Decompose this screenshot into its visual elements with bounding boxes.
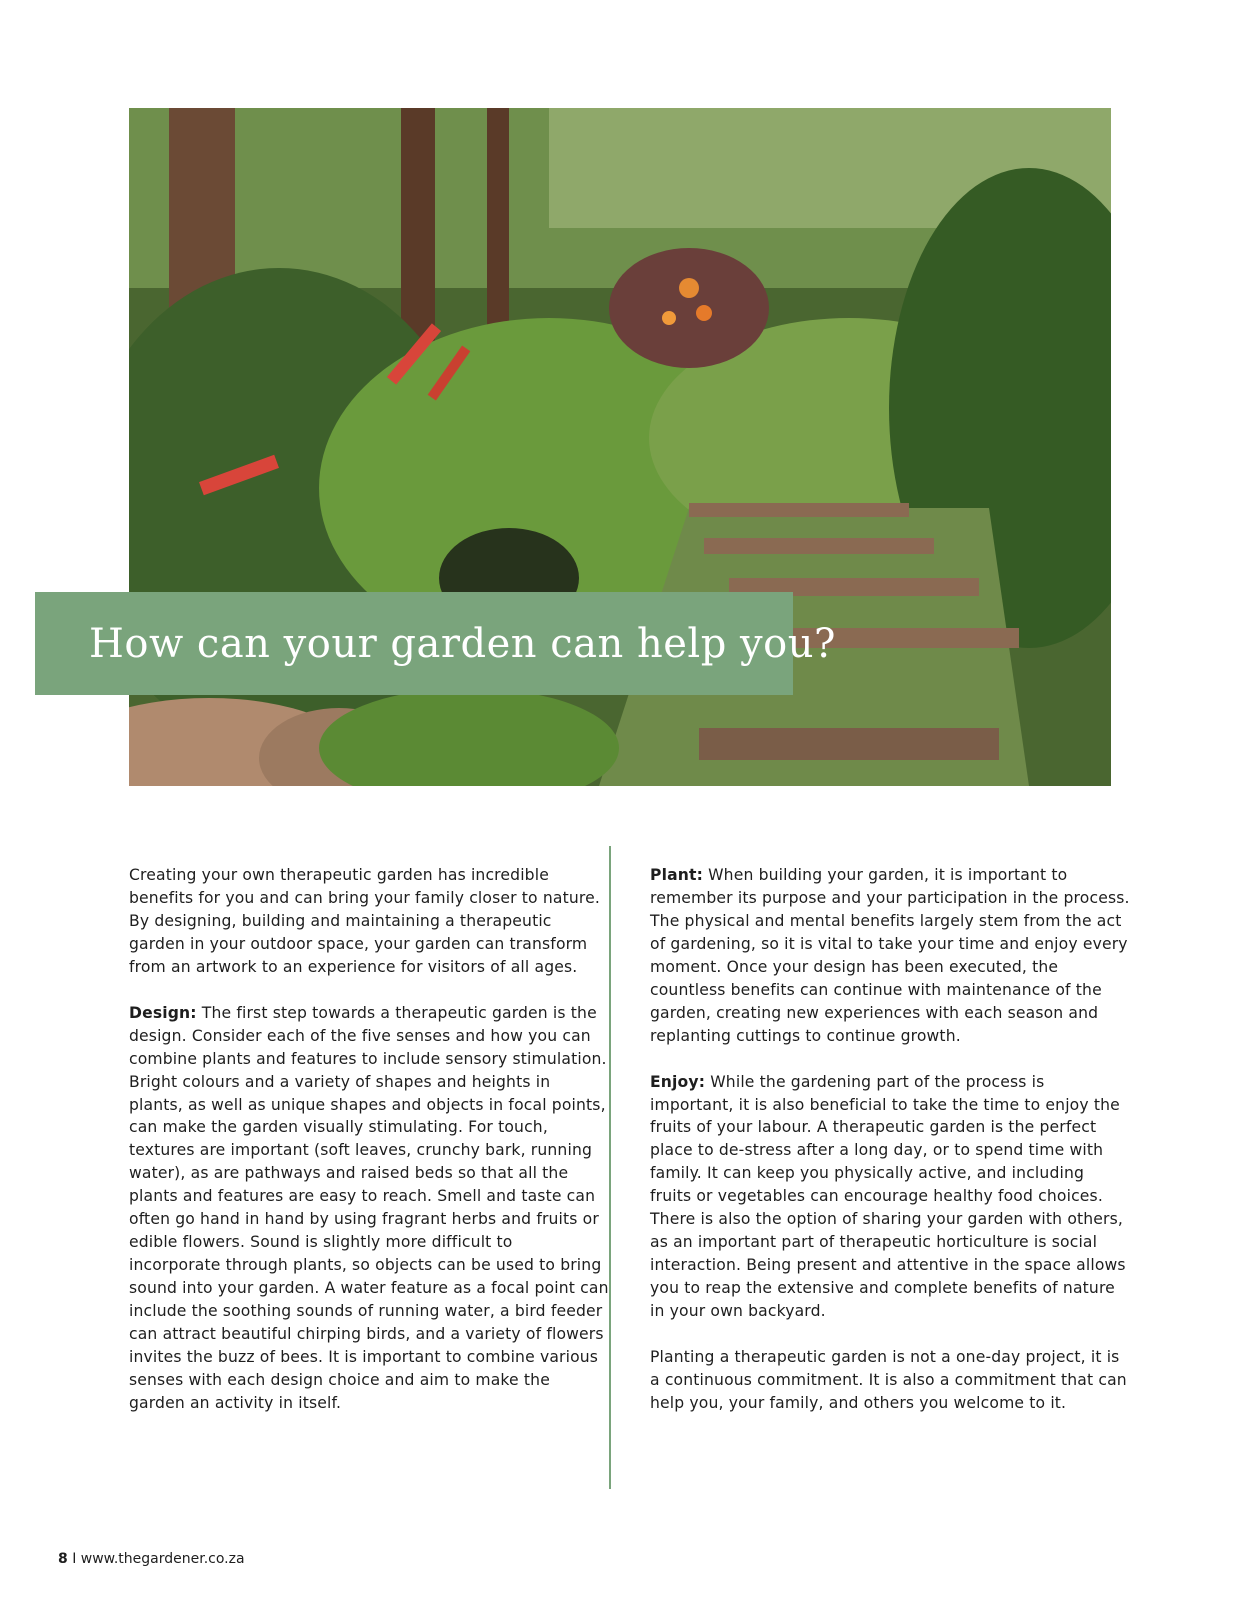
enjoy-label: Enjoy: bbox=[650, 1072, 706, 1091]
plant-paragraph bbox=[650, 864, 1130, 1048]
footer-url[interactable]: www.thegardener.co.za bbox=[80, 1551, 245, 1567]
column-divider bbox=[609, 846, 611, 1489]
enjoy-text: While the gardening part of the process is important, it is also beneficial to take the time to enjoy the fruits of your labour. A therapeutic garden is the perfect place to de-stress after a long day, or to spend time with family. It can keep you physically active, and including fruits or vegetables can encourage healthy food choices. There is also the option of sharing your garden with others, as an important part of therapeutic horticulture is social interaction. Being present and attentive in the space allows you to reap the extensive and complete benefits of nature in your own backyard. bbox=[650, 1072, 1126, 1321]
footer-separator: I bbox=[67, 1551, 81, 1567]
plant-text: When building your garden, it is important to remember its purpose and your participation in the process. The physical and mental benefits largely stem from the act of gardening, so it is vital to take your time and enjoy every moment. Once your design has been executed, the countless benefits can continue with maintenance of the garden, creating new experiences with each season and replanting cuttings to continue growth. bbox=[650, 866, 1130, 1045]
right-column bbox=[650, 864, 1130, 1438]
intro-paragraph: Creating your own therapeutic garden has incredible benefits for you and can bring your family closer to nature. By designing, building and maintaining a therapeutic garden in your outdoor space, your garden can transform from an artwork to an experience for visitors of all ages. bbox=[129, 866, 600, 976]
enjoy-paragraph bbox=[650, 1071, 1130, 1323]
page-title: How can your garden can help you? bbox=[89, 620, 836, 667]
design-label: Design: bbox=[129, 1003, 197, 1022]
page-number: 8 bbox=[58, 1551, 68, 1567]
plant-label: Plant: bbox=[650, 866, 703, 884]
design-text: The first step towards a therapeutic garden is the design. Consider each of the five senses and how you can combine plants and features to include sensory stimulation. Bright colours and a variety of shapes and heights in plants, as well as unique shapes and objects in focal points, can make the garden visually stimulating. For touch, textures are important (soft leaves, crunchy bark, running water), as are pathways and raised beds so that all the plants and features are easy to reach. Smell and taste can often go hand in hand by using fragrant herbs and fruits or edible flowers. Sound is slightly more difficult to incorporate through plants, so objects can be used to bring sound into your garden. A water feature as a focal point can include the soothing sounds of running water, a bird feeder can attract beautiful chirping birds, and a variety of flowers invites the buzz of bees. It is important to combine various senses with each design choice and aim to make the garden an activity in itself. bbox=[129, 1003, 609, 1412]
title-banner bbox=[35, 592, 836, 695]
closing-paragraph: Planting a therapeutic garden is not a one-day project, it is a continuous commitment. It is also a commitment that can help you, your family, and others you welcome to it. bbox=[650, 1347, 1127, 1412]
page-footer bbox=[58, 1551, 245, 1567]
design-paragraph bbox=[129, 1002, 609, 1415]
left-column bbox=[129, 864, 609, 1438]
